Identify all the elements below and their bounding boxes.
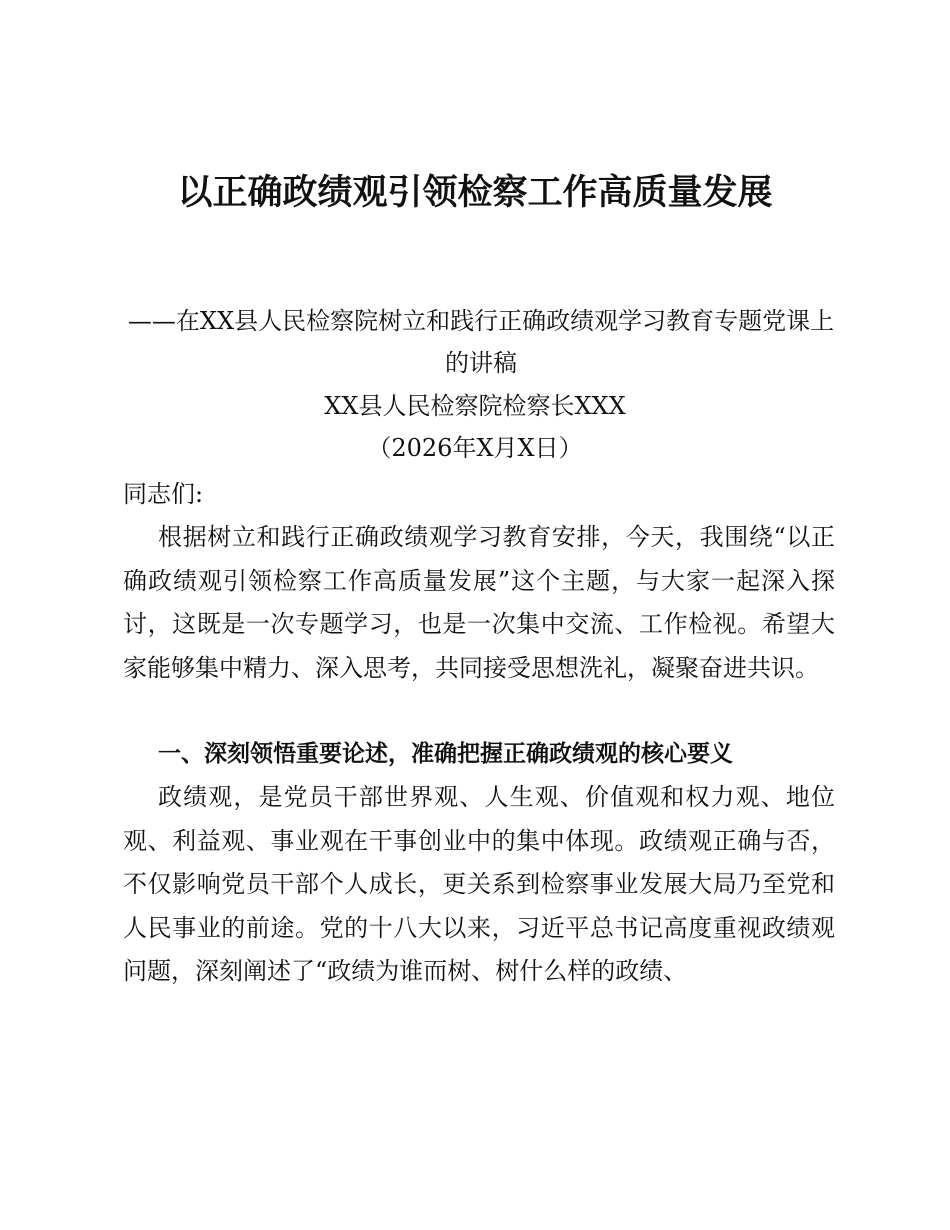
- section-heading-1: 一、深刻领悟重要论述，准确把握正确政绩观的核心要义: [158, 741, 733, 767]
- document-subtitle: ——在XX县人民检察院树立和践行正确政绩观学习教育专题党课上的讲稿: [127, 307, 835, 377]
- document-title: 以正确政绩观引领检察工作高质量发展: [177, 172, 773, 213]
- salutation: 同志们:: [123, 480, 204, 508]
- paragraph-section-1: 政绩观，是党员干部世界观、人生观、价值观和权力观、地位观、利益观、事业观在干事创业中的集中体现。政绩观正确与否，不仅影响党员干部个人成长，更关系到检察事业发展大局乃至党和人民事业的前途。党的十八大以来，习近平总书记高度重视政绩观问题，深刻阐述了“政绩为谁而树、树什么样的政绩、: [123, 783, 835, 985]
- document-date: （2026年X月X日）: [367, 434, 583, 462]
- paragraph-intro: 根据树立和践行正确政绩观学习教育安排，今天，我围绕“以正确政绩观引领检察工作高质量发展”这个主题，与大家一起深入探讨，这既是一次专题学习，也是一次集中交流、工作检视。希望大家能够集中精力、深入思考，共同接受思想洗礼，凝聚奋进共识。: [123, 523, 835, 682]
- author-byline: XX县人民检察院检察长XXX: [324, 392, 626, 420]
